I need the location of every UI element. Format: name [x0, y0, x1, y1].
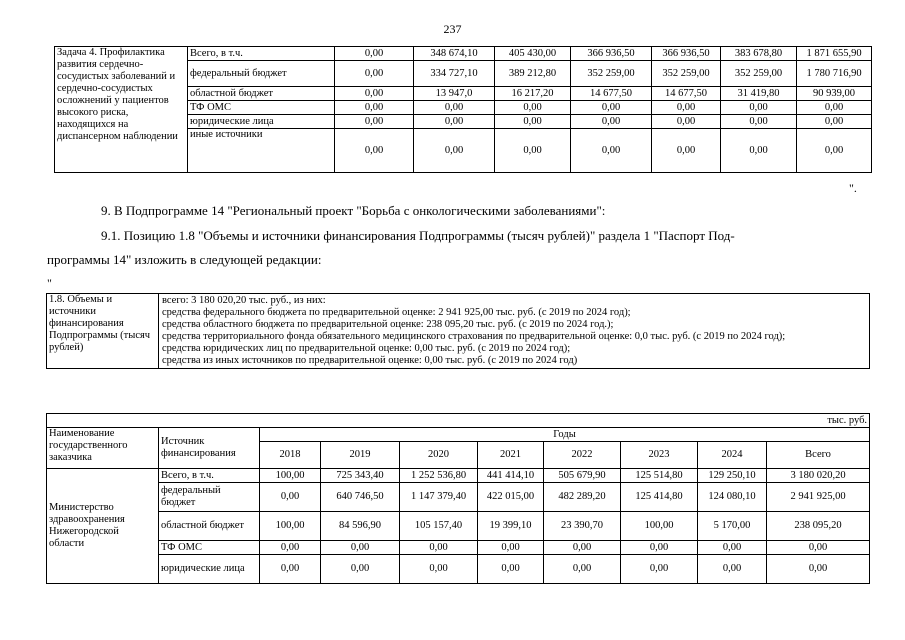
financing-value-cell: 0,00	[260, 541, 321, 555]
financing-value-cell: 129 250,10	[698, 469, 767, 483]
page-number: 237	[443, 22, 462, 36]
year-header: 2022	[544, 442, 621, 469]
financing-value-cell: 0,00	[478, 541, 544, 555]
year-header: 2021	[478, 442, 544, 469]
position-line: средства из иных источников по предварительной оценке: 0,00 тыс. руб. (с 2019 по 2024 год)	[162, 355, 578, 366]
financing-value-cell: 124 080,10	[698, 483, 767, 512]
financing-source-cell: областной бюджет	[159, 512, 260, 541]
financing-value-cell: 100,00	[260, 512, 321, 541]
task4-value-cell: 1 780 716,90	[797, 61, 872, 87]
financing-value-cell: 0,00	[321, 555, 400, 584]
financing-row	[47, 555, 870, 584]
financing-value-cell: 125 414,80	[621, 483, 698, 512]
paragraph-9: 9. В Подпрограмме 14 "Региональный проект "Борьба с онкологическими заболеваниями":	[101, 203, 606, 218]
task4-value-cell: 0,00	[335, 129, 414, 173]
financing-value-cell: 23 390,70	[544, 512, 621, 541]
task4-value-cell: 0,00	[652, 129, 721, 173]
financing-row	[47, 483, 870, 512]
financing-value-cell: 0,00	[260, 555, 321, 584]
task4-value-cell: 0,00	[571, 101, 652, 115]
task4-value-cell: 0,00	[335, 101, 414, 115]
position-label: 1.8. Объемы и источники финансирования Подпрограммы (тысяч рублей)	[47, 294, 159, 369]
task4-value-cell: 14 677,50	[652, 87, 721, 101]
financing-value-cell: 0,00	[478, 555, 544, 584]
task4-value-cell: 0,00	[571, 115, 652, 129]
task4-value-cell: 366 936,50	[652, 47, 721, 61]
task4-value-cell: 0,00	[414, 115, 495, 129]
financing-value-cell: 422 015,00	[478, 483, 544, 512]
task-label: Задача 4. Профилактика развития сердечно-сосудистых заболеваний и сердечно-сосудистых осложнений у пациентов высокого риска, находящихся на диспансерном наблюдении	[55, 47, 188, 173]
financing-value-cell: 482 289,20	[544, 483, 621, 512]
task4-source-cell: ТФ ОМС	[188, 101, 335, 115]
task4-value-cell: 0,00	[335, 115, 414, 129]
task4-value-cell: 0,00	[495, 129, 571, 173]
customer-name: Министерство здравоохранения Нижегородской области	[47, 469, 159, 584]
unit-label: тыс. руб.	[47, 414, 870, 428]
year-header: 2019	[321, 442, 400, 469]
position-line: средства областного бюджета по предварительной оценке: 238 095,20 тыс. руб. (с 2019 по 2024 год.);	[162, 319, 614, 330]
task4-source-cell: областной бюджет	[188, 87, 335, 101]
task4-table	[54, 46, 872, 173]
financing-row	[47, 541, 870, 555]
task4-row	[55, 47, 872, 61]
financing-source-cell: ТФ ОМС	[159, 541, 260, 555]
paragraph-9-1-line1: 9.1. Позицию 1.8 "Объемы и источники финансирования Подпрограммы (тысяч рублей)" раздела 1 "Паспорт Под-	[101, 228, 735, 243]
task4-value-cell: 0,00	[571, 129, 652, 173]
financing-value-cell: 725 343,40	[321, 469, 400, 483]
financing-value-cell: 3 180 020,20	[767, 469, 870, 483]
task4-value-cell: 352 259,00	[721, 61, 797, 87]
financing-value-cell: 640 746,50	[321, 483, 400, 512]
task4-value-cell: 0,00	[797, 129, 872, 173]
financing-source-cell: федеральный бюджет	[159, 483, 260, 512]
financing-value-cell: 0,00	[698, 541, 767, 555]
financing-value-cell: 2 941 925,00	[767, 483, 870, 512]
task4-value-cell: 0,00	[335, 47, 414, 61]
task4-value-cell: 334 727,10	[414, 61, 495, 87]
task4-value-cell: 352 259,00	[652, 61, 721, 87]
financing-value-cell: 505 679,90	[544, 469, 621, 483]
task4-value-cell: 0,00	[495, 115, 571, 129]
task4-value-cell: 0,00	[495, 101, 571, 115]
financing-value-cell: 0,00	[400, 541, 478, 555]
financing-value-cell: 84 596,90	[321, 512, 400, 541]
task4-source-cell: федеральный бюджет	[188, 61, 335, 87]
year-header: 2020	[400, 442, 478, 469]
task4-source-cell: иные источники	[188, 129, 335, 173]
position-line: всего: 3 180 020,20 тыс. руб., из них:	[162, 295, 326, 306]
passport-position-table	[46, 293, 870, 369]
header-years: Годы	[260, 428, 870, 442]
task4-value-cell: 352 259,00	[571, 61, 652, 87]
task4-value-cell: 16 217,20	[495, 87, 571, 101]
financing-table	[46, 413, 870, 584]
position-line: средства юридических лиц по предварительной оценке: 0,00 тыс. руб. (с 2019 по 2024 год);	[162, 343, 571, 354]
task4-value-cell: 389 212,80	[495, 61, 571, 87]
position-line: средства территориального фонда обязательного медицинского страхования по предварительной оценке: 0,0 тыс. руб. (с 2019 по 2024 год);	[162, 331, 786, 342]
financing-source-cell: юридические лица	[159, 555, 260, 584]
year-header: 2018	[260, 442, 321, 469]
task4-value-cell: 0,00	[652, 115, 721, 129]
task4-value-cell: 383 678,80	[721, 47, 797, 61]
task4-value-cell: 0,00	[797, 115, 872, 129]
financing-value-cell: 1 147 379,40	[400, 483, 478, 512]
task4-value-cell: 0,00	[652, 101, 721, 115]
financing-value-cell: 0,00	[621, 555, 698, 584]
task4-value-cell: 1 871 655,90	[797, 47, 872, 61]
task4-value-cell: 0,00	[414, 129, 495, 173]
task4-value-cell: 366 936,50	[571, 47, 652, 61]
financing-value-cell: 0,00	[698, 555, 767, 584]
opening-quote: "	[47, 276, 52, 290]
financing-value-cell: 0,00	[321, 541, 400, 555]
financing-value-cell: 0,00	[767, 541, 870, 555]
header-customer: Наименование государственного заказчика	[47, 428, 159, 469]
task4-value-cell: 31 419,80	[721, 87, 797, 101]
financing-value-cell: 105 157,40	[400, 512, 478, 541]
financing-value-cell: 0,00	[621, 541, 698, 555]
financing-value-cell: 0,00	[767, 555, 870, 584]
task4-value-cell: 13 947,0	[414, 87, 495, 101]
position-lines	[162, 295, 866, 367]
financing-value-cell: 441 414,10	[478, 469, 544, 483]
financing-value-cell: 0,00	[544, 555, 621, 584]
position-line: средства федерального бюджета по предварительной оценке: 2 941 925,00 тыс. руб. (с 2019 по 2024 год);	[162, 307, 631, 318]
financing-value-cell: 100,00	[621, 512, 698, 541]
task4-value-cell: 0,00	[797, 101, 872, 115]
financing-value-cell: 100,00	[260, 469, 321, 483]
financing-value-cell: 5 170,00	[698, 512, 767, 541]
financing-source-cell: Всего, в т.ч.	[159, 469, 260, 483]
financing-value-cell: 0,00	[544, 541, 621, 555]
closing-quote: ".	[849, 181, 857, 195]
task4-source-cell: юридические лица	[188, 115, 335, 129]
financing-rows	[47, 469, 870, 584]
task4-value-cell: 0,00	[721, 129, 797, 173]
task4-source-cell: Всего, в т.ч.	[188, 47, 335, 61]
header-source: Источник финансирования	[159, 428, 260, 469]
task4-value-cell: 405 430,00	[495, 47, 571, 61]
financing-value-cell: 125 514,80	[621, 469, 698, 483]
paragraph-9-1-line2: программы 14" изложить в следующей редакции:	[47, 252, 322, 267]
year-header: Всего	[767, 442, 870, 469]
task4-value-cell: 0,00	[335, 61, 414, 87]
task4-rows	[55, 47, 872, 173]
position-content	[159, 294, 870, 369]
financing-value-cell: 19 399,10	[478, 512, 544, 541]
task4-value-cell: 90 939,00	[797, 87, 872, 101]
financing-row	[47, 469, 870, 483]
financing-value-cell: 238 095,20	[767, 512, 870, 541]
financing-value-cell: 0,00	[400, 555, 478, 584]
task4-value-cell: 0,00	[721, 101, 797, 115]
year-header: 2024	[698, 442, 767, 469]
task4-value-cell: 0,00	[335, 87, 414, 101]
task4-value-cell: 0,00	[721, 115, 797, 129]
task4-value-cell: 348 674,10	[414, 47, 495, 61]
task4-value-cell: 14 677,50	[571, 87, 652, 101]
financing-value-cell: 0,00	[260, 483, 321, 512]
year-header: 2023	[621, 442, 698, 469]
financing-row	[47, 512, 870, 541]
task4-value-cell: 0,00	[414, 101, 495, 115]
financing-value-cell: 1 252 536,80	[400, 469, 478, 483]
